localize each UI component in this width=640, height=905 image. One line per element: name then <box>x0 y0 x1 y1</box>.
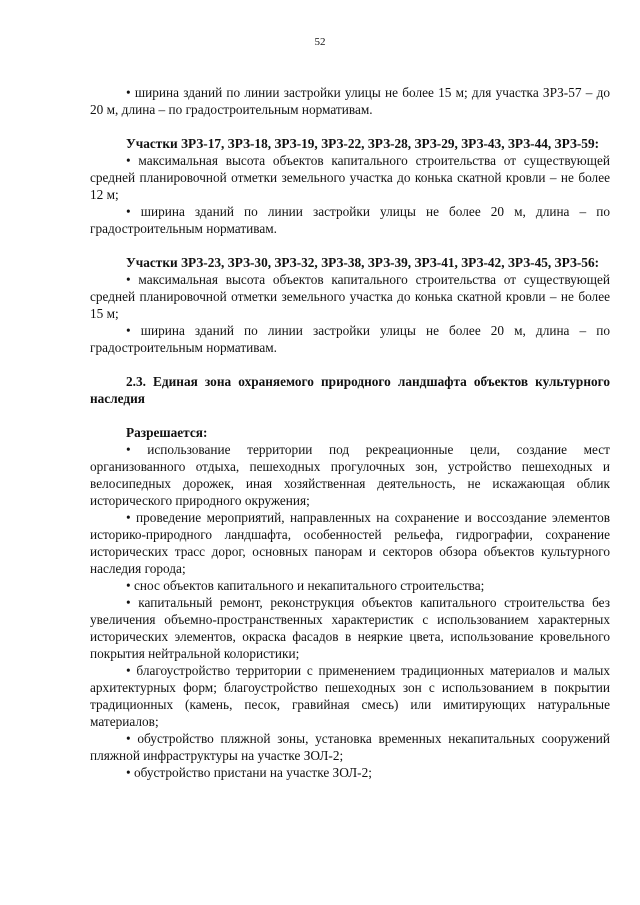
paragraph-width-rule-15: • ширина зданий по линии застройки улицы не более 15 м; для участка ЗРЗ-57 – до 20 м, длина – по градостроительным нормативам. <box>90 85 610 117</box>
allowed-item-pier: • обустройство пристани на участке ЗОЛ-2; <box>126 765 372 780</box>
paragraph-width-rule-20-b: • ширина зданий по линии застройки улицы не более 20 м, длина – по градостроительным нормативам. <box>90 323 610 355</box>
spacer <box>90 407 610 424</box>
section-title: 2.3. Единая зона охраняемого природного ландшафта объектов культурного наследия <box>90 374 610 406</box>
paragraph-height-rule-15: • максимальная высота объектов капитального строительства от существующей средней планировочной отметки земельного участка до конька скатной кровли – не более 15 м; <box>90 272 610 321</box>
paragraph-width-rule-20-a: • ширина зданий по линии застройки улицы не более 20 м, длина – по градостроительным нормативам. <box>90 204 610 236</box>
allowed-item-landscape: • проведение мероприятий, направленных на сохранение и воссоздание элементов историко-природного ландшафта, особенностей рельефа, гидрографии, сохранение исторических трасс дорог, основных панорам и секторов обзора объектов культурного наследия города; <box>90 510 610 576</box>
allowed-heading: Разрешается: <box>126 425 208 440</box>
allowed-item-demolition: • снос объектов капитального и некапитального строительства; <box>126 578 485 593</box>
document-body <box>90 84 610 781</box>
allowed-item-recreation: • использование территории под рекреационные цели, создание мест организованного отдыха, пешеходных прогулочных зон, устройство пешеходных и велосипедных дорожек, иная хозяйственная деятельность, не искажающая облик исторического природного окружения; <box>90 442 610 508</box>
spacer <box>90 237 610 254</box>
allowed-item-beach: • обустройство пляжной зоны, установка временных некапитальных сооружений пляжной инфраструктуры на участке ЗОЛ-2; <box>90 731 610 763</box>
plots-heading-1: Участки ЗРЗ-17, ЗРЗ-18, ЗРЗ-19, ЗРЗ-22, ЗРЗ-28, ЗРЗ-29, ЗРЗ-43, ЗРЗ-44, ЗРЗ-59: <box>126 136 600 151</box>
page-number: 52 <box>314 36 326 48</box>
spacer <box>90 118 610 135</box>
allowed-item-repair: • капитальный ремонт, реконструкция объектов капитального строительства без увеличения объемно-пространственных характеристик с использованием характерных исторических элементов, окраска фасадов в неяркие цвета, использование кровельного покрытия нейтральной колористики; <box>90 595 610 661</box>
allowed-item-landscaping: • благоустройство территории с применением традиционных материалов и малых архитектурных форм; благоустройство пешеходных зон с использованием в покрытии традиционных (камень, песок, гравийная смесь) или имитирующих натуральные материалов; <box>90 663 610 729</box>
spacer <box>90 356 610 373</box>
plots-heading-2: Участки ЗРЗ-23, ЗРЗ-30, ЗРЗ-32, ЗРЗ-38, ЗРЗ-39, ЗРЗ-41, ЗРЗ-42, ЗРЗ-45, ЗРЗ-56: <box>126 255 600 270</box>
paragraph-height-rule-12: • максимальная высота объектов капитального строительства от существующей средней планировочной отметки земельного участка до конька скатной кровли – не более 12 м; <box>90 153 610 202</box>
